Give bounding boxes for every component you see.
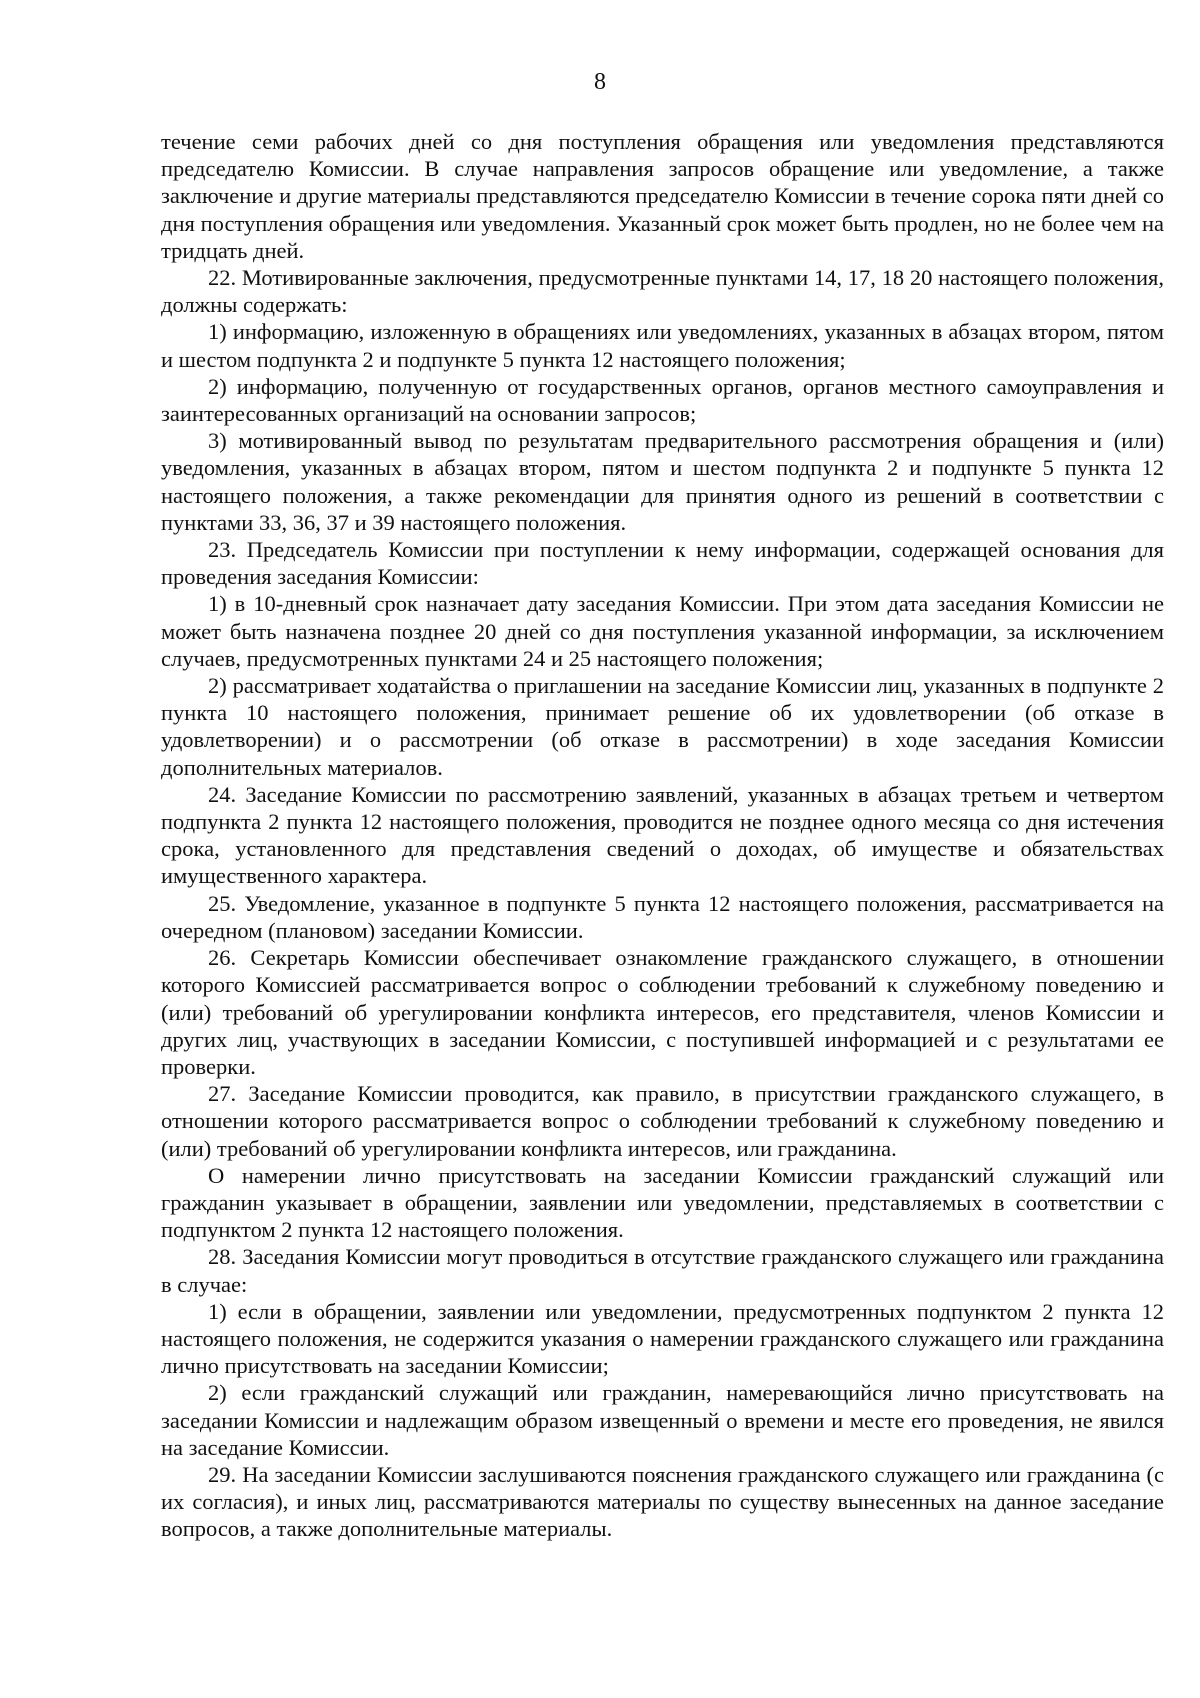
paragraph: 3) мотивированный вывод по результатам предварительного рассмотрения обращения и (или) уведомления, указанных в абзацах втором, пятом и шестом подпункта 2 и подпункте 5 пункта 12 настоящего положения, а также рекомендации для принятия одного из решений в соответствии с пунктами 33, 36, 37 и 39 настоящего положения.	[161, 428, 1164, 535]
paragraph: течение семи рабочих дней со дня поступления обращения или уведомления представляются председателю Комиссии. В случае направления запросов обращение или уведомление, а также заключение и другие материалы представляются председателю Комиссии в течение сорока пяти дней со дня поступления обращения или уведомления. Указанный срок может быть продлен, но не более чем на тридцать дней.	[161, 129, 1164, 263]
paragraph: 1) в 10-дневный срок назначает дату заседания Комиссии. При этом дата заседания Комиссии не может быть назначена позднее 20 дней со дня поступления указанной информации, за исключением случаев, предусмотренных пунктами 24 и 25 настоящего положения;	[161, 591, 1164, 671]
paragraph: О намерении лично присутствовать на заседании Комиссии гражданский служащий или гражданин указывает в обращении, заявлении или уведомлении, представляемых в соответствии с подпунктом 2 пункта 12 настоящего положения.	[161, 1162, 1164, 1243]
page-number: 8	[594, 69, 606, 95]
paragraph: 23. Председатель Комиссии при поступлении к нему информации, содержащей основания для проведения заседания Комиссии:	[161, 537, 1164, 590]
paragraph: 26. Секретарь Комиссии обеспечивает ознакомление гражданского служащего, в отношении которого Комиссией рассматривается вопрос о соблюдении требований к служебному поведению и (или) требований об урегулировании конфликта интересов, его представителя, членов Комиссии и других лиц, участвующих в заседании Комиссии, с поступившей информацией и с результатами ее проверки.	[161, 945, 1164, 1079]
paragraph: 1) если в обращении, заявлении или уведомлении, предусмотренных подпунктом 2 пункта 12 настоящего положения, не содержится указания о намерении гражданского служащего или гражданина лично присутствовать на заседании Комиссии;	[161, 1298, 1164, 1379]
paragraph: 1) информацию, изложенную в обращениях или уведомлениях, указанных в абзацах втором, пятом и шестом подпункта 2 и подпункте 5 пункта 12 настоящего положения;	[161, 319, 1164, 372]
paragraph: 2) рассматривает ходатайства о приглашении на заседание Комиссии лиц, указанных в подпункте 2 пункта 10 настоящего положения, принимает решение об их удовлетворении (об отказе в удовлетворении) и о рассмотрении (об отказе в рассмотрении) в ходе заседания Комиссии дополнительных материалов.	[161, 673, 1164, 780]
paragraph: 24. Заседание Комиссии по рассмотрению заявлений, указанных в абзацах третьем и четвертом подпункта 2 пункта 12 настоящего положения, проводится не позднее одного месяца со дня истечения срока, установленного для представления сведений о доходах, об имуществе и обязательствах имущественного характера.	[161, 781, 1164, 889]
paragraph: 28. Заседания Комиссии могут проводиться в отсутствие гражданского служащего или гражданина в случае:	[161, 1244, 1164, 1297]
paragraph: 2) информацию, полученную от государственных органов, органов местного самоуправления и заинтересованных организаций на основании запросов;	[161, 373, 1164, 427]
paragraph: 22. Мотивированные заключения, предусмотренные пунктами 14, 17, 18 20 настоящего положения, должны содержать:	[161, 265, 1164, 318]
document-body	[161, 128, 1164, 1543]
paragraph: 27. Заседание Комиссии проводится, как правило, в присутствии гражданского служащего, в отношении которого рассматривается вопрос о соблюдении требований к служебному поведению и (или) требований об урегулировании конфликта интересов, или гражданина.	[161, 1081, 1164, 1161]
paragraph: 25. Уведомление, указанное в подпункте 5 пункта 12 настоящего положения, рассматривается на очередном (плановом) заседании Комиссии.	[161, 890, 1164, 943]
paragraph: 29. На заседании Комиссии заслушиваются пояснения гражданского служащего или гражданина (с их согласия), и иных лиц, рассматриваются материалы по существу вынесенных на данное заседание вопросов, а также дополнительные материалы.	[161, 1461, 1164, 1542]
paragraph: 2) если гражданский служащий или гражданин, намеревающийся лично присутствовать на заседании Комиссии и надлежащим образом извещенный о времени и месте его проведения, не явился на заседание Комиссии.	[161, 1380, 1164, 1460]
